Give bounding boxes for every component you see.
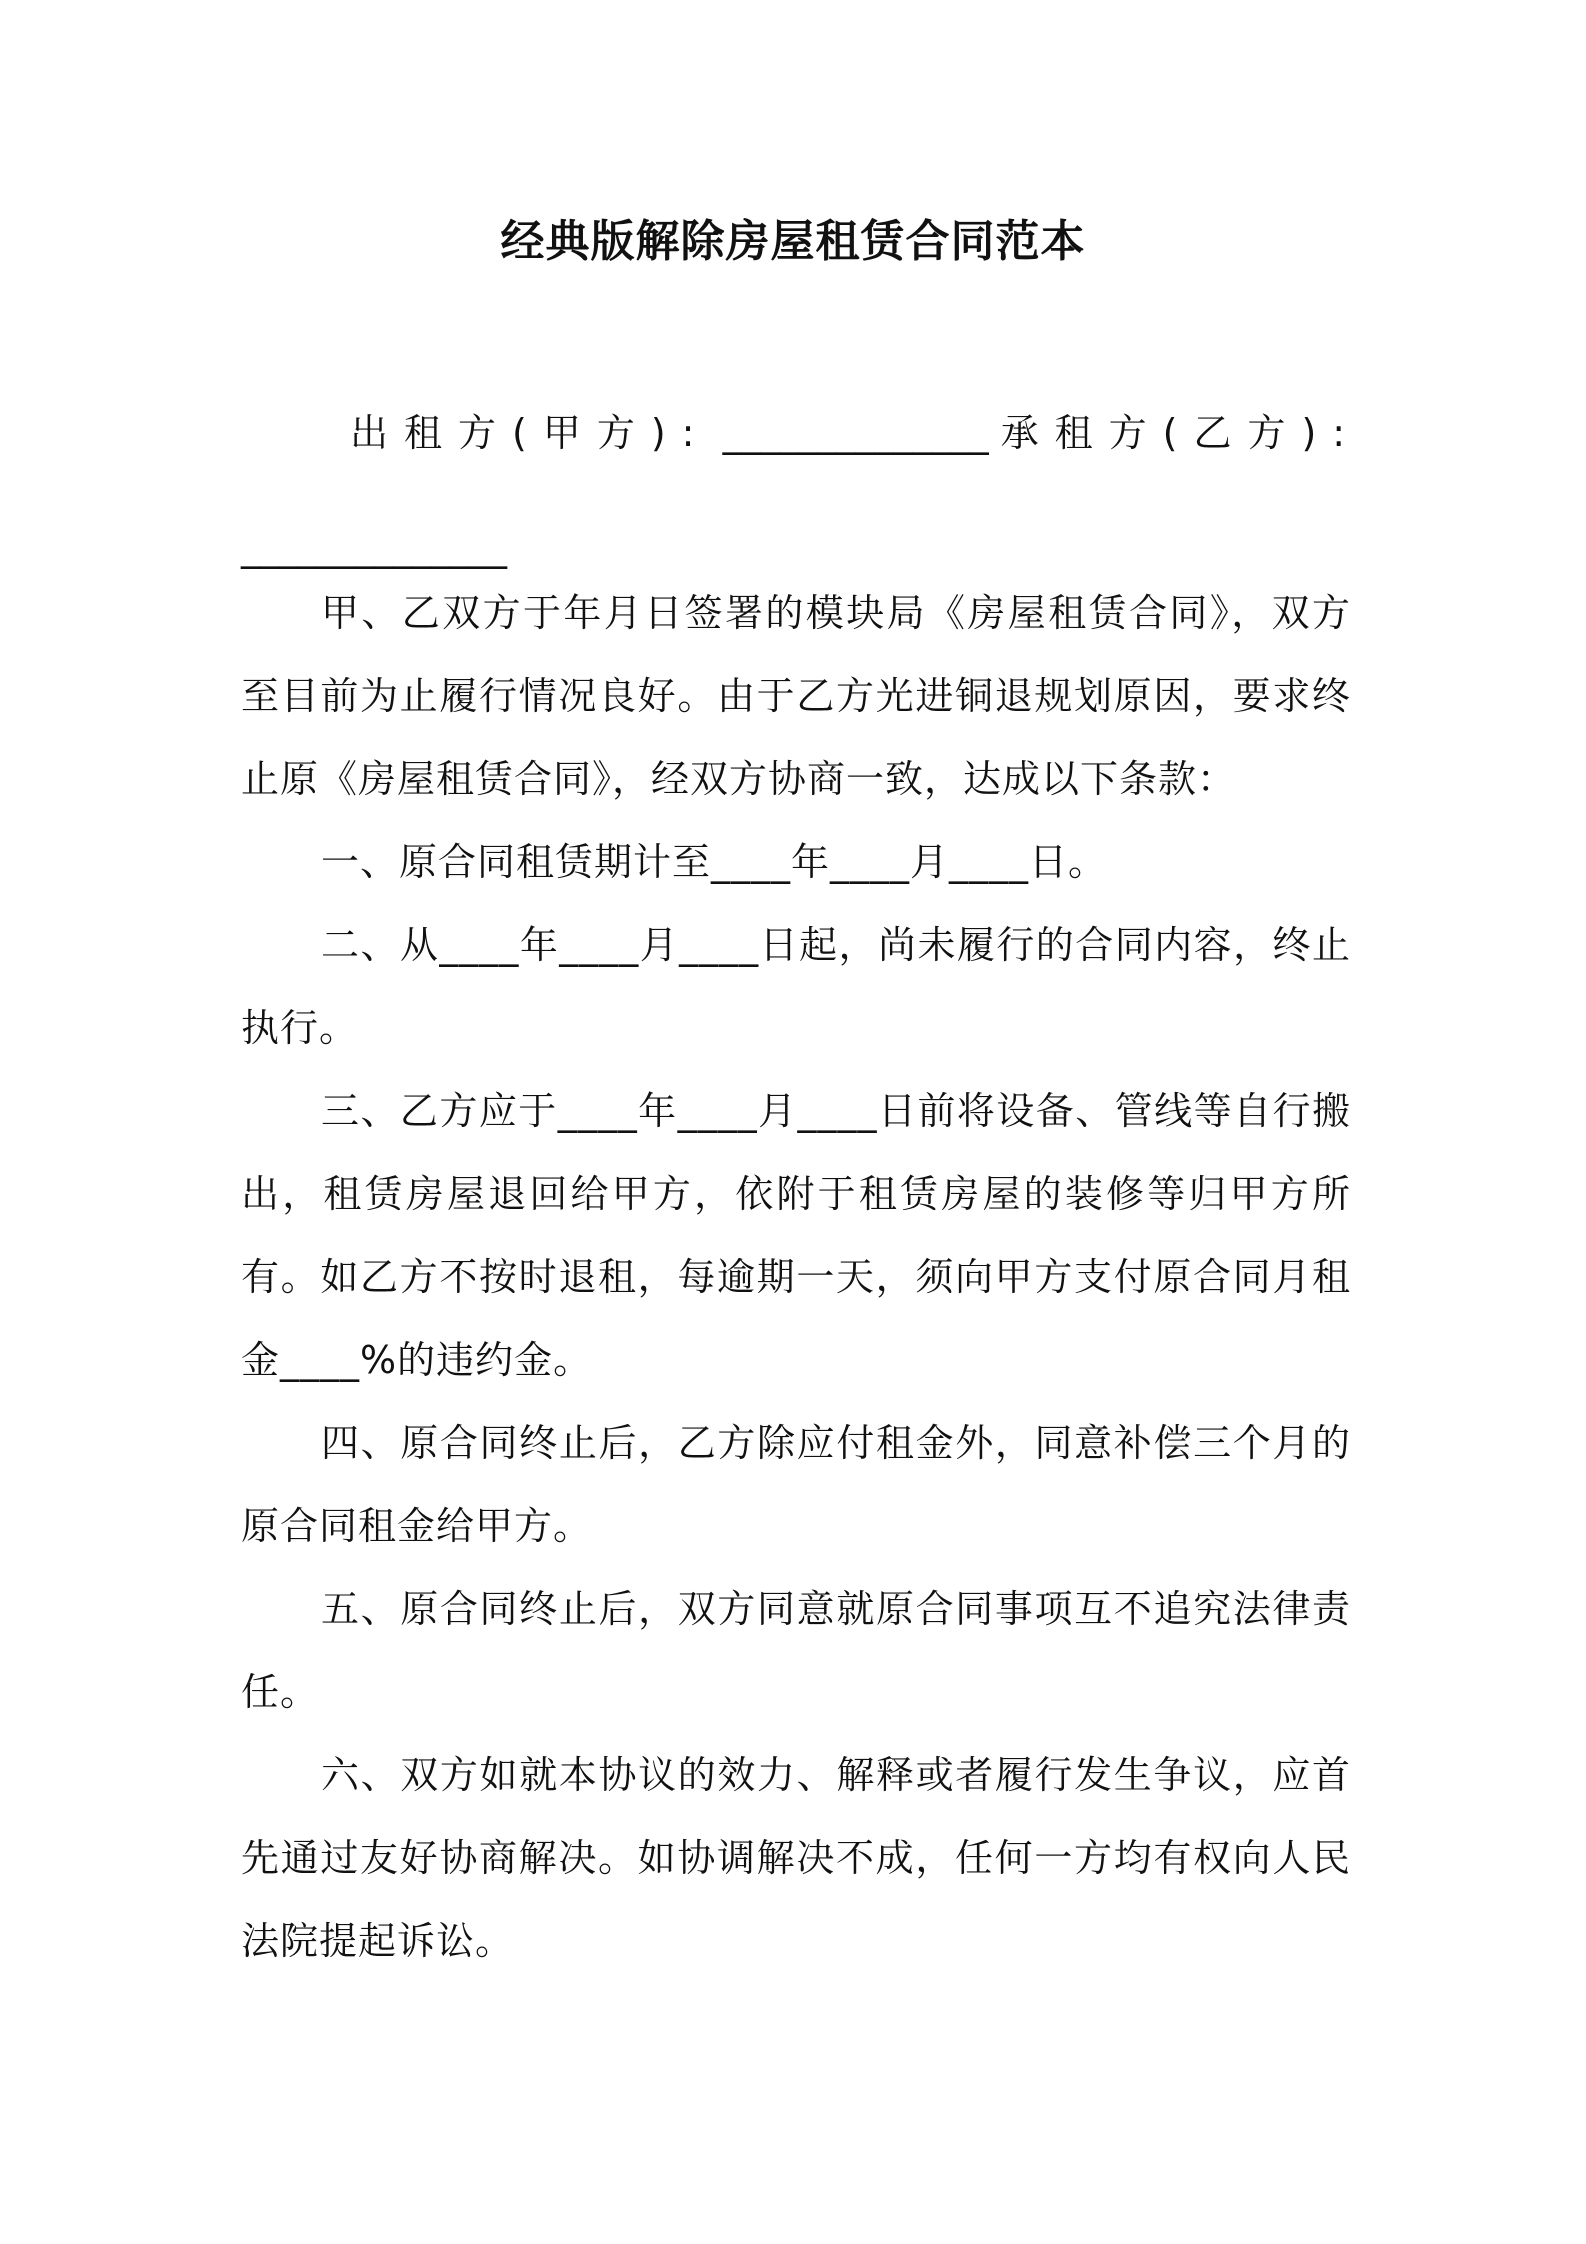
paragraph-clause-5: 五、原合同终止后，双方同意就原合同事项互不追究法律责任。 [241,1587,1351,1714]
paragraph-clause-1: 一、原合同租赁期计至____年____月____日。 [321,840,1108,884]
paragraph-clause-6: 六、双方如就本协议的效力、解释或者履行发生争议，应首先通过友好协商解决。如协调解决不成，任何一方均有权向人民法院提起诉讼。 [241,1753,1351,1963]
paragraph-clause-3: 三、乙方应于____年____月____日前将设备、管线等自行搬出，租赁房屋退回给甲方，依附于租赁房屋的装修等归甲方所有。如乙方不按时退租，每逾期一天，须向甲方支付原合同月租金____%的违约金。 [241,1089,1351,1382]
lessor-blank: ______________ [722,411,989,455]
contract-body [241,572,1351,1983]
paragraph-intro: 甲、乙双方于年月日签署的模块局《房屋租赁合同》，双方至目前为止履行情况良好。由于乙方光进铜退规划原因，要求终止原《房屋租赁合同》，经双方协商一致，达成以下条款： [241,591,1351,801]
lessee-label: 承租方(乙方): [1000,411,1362,455]
document-title: 经典版解除房屋租赁合同范本 [500,216,1086,267]
parties-line [350,405,1362,461]
paragraph-clause-2: 二、从____年____月____日起，尚未履行的合同内容，终止执行。 [241,923,1351,1050]
lessee-blank: ______________ [241,525,507,569]
paragraph-clause-4: 四、原合同终止后，乙方除应付租金外，同意补偿三个月的原合同租金给甲方。 [241,1421,1351,1548]
lessor-label: 出租方(甲方): [350,411,711,455]
